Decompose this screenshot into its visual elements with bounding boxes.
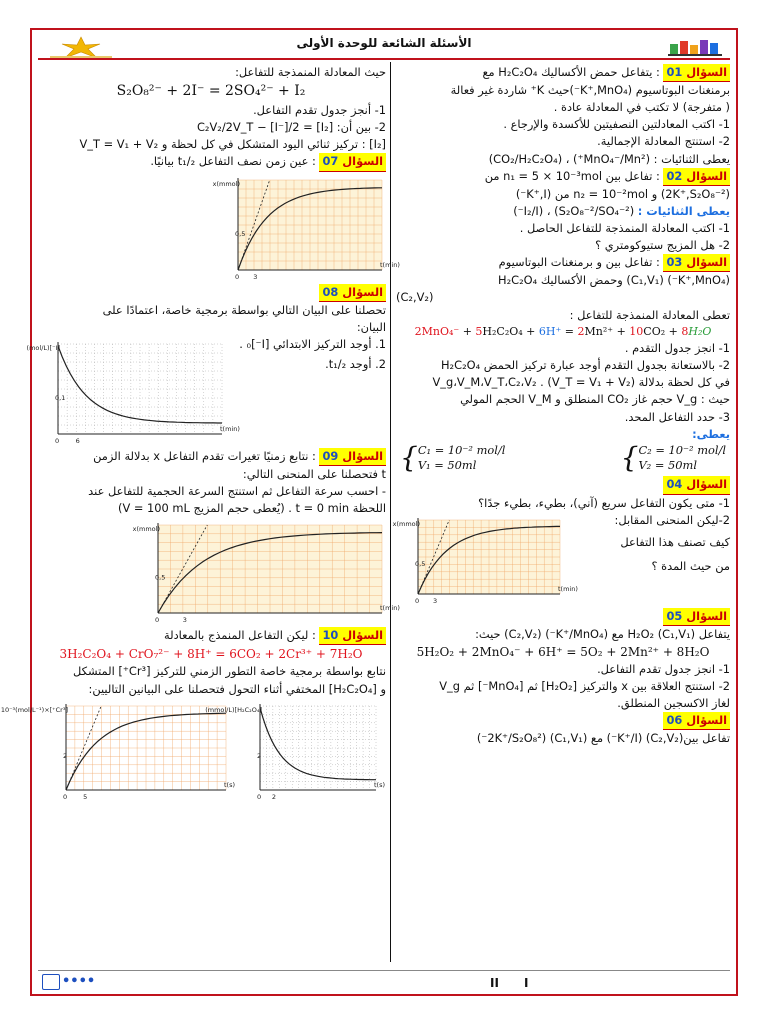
footer-marker: II [490, 976, 499, 990]
question-10 [36, 627, 386, 645]
y-axis-label: [Cr³⁺]×10⁻³(mol/L⁻¹) [0, 705, 68, 714]
origin-label: 0 [55, 436, 60, 445]
y-tick-label: 0,5 [235, 229, 246, 238]
right-column [392, 64, 730, 964]
q10-charts [0, 698, 386, 806]
question-04 [396, 476, 730, 494]
y-tick-label: 0,1 [55, 393, 66, 402]
x-tick-label: 3 [432, 596, 438, 605]
text-line: 1- اكتب المعادلة المنمذجة للتفاعل الحاصل . [519, 220, 730, 235]
y-axis-label: x(mmol) [132, 525, 160, 534]
x-axis-label: t(s) [374, 780, 386, 789]
y-axis-label: [I⁻](mol/L) [26, 343, 60, 352]
text-line: 1- اكتب المعادلتين النصفيتين للأكسدة والإرجاع . [503, 117, 730, 132]
text-line: ( متفرجة) لا تكتب في المعادلة عادة . [553, 100, 730, 115]
text-line: 1- انجز جدول التقدم . [624, 341, 730, 356]
y-tick-label: 0,5 [415, 559, 426, 568]
x-axis-label: t(min) [380, 604, 400, 613]
text-line: 2. أوجد t₁/₂. [325, 356, 386, 371]
x-axis-label: t(min) [380, 260, 400, 269]
text-line: برمنغنات البوتاسيوم (K⁺,MnO₄⁻)حيث K⁺ شاردة غير فعالة [450, 83, 730, 98]
text-line: 2- استنتج المعادلة الإجمالية. [597, 134, 730, 149]
text-line: : يتفاعل حمض الأكساليك H₂C₂O₄ مع [482, 65, 660, 79]
question-09 [36, 448, 386, 466]
left-column [0, 64, 400, 964]
text-line: (C₂,V₂) [396, 290, 434, 305]
text-line: 3- حدد التفاعل المحد. [624, 409, 730, 424]
y-axis-label: x(mmol) [392, 519, 420, 528]
question-label: السؤال 10 [319, 627, 386, 645]
text-line: 2- استنتج العلاقة بين x والتركيز [H₂O₂] ثم [MnO₄⁻] ثم V_g [439, 679, 730, 693]
x-tick-label: 6 [75, 436, 80, 445]
x-axis-label: t(min) [220, 424, 240, 433]
y-tick-label: 2 [257, 751, 262, 760]
q08-block [26, 336, 386, 448]
text-line: (2K⁺,S₂O₈⁻²) و n₂ = 10⁻²mol من (K⁺,I⁻) [515, 186, 730, 201]
origin-label: 0 [63, 792, 68, 801]
column-divider [390, 62, 391, 962]
question-label: السؤال 02 [663, 168, 730, 186]
chart-q10-h2c2o4 [205, 698, 386, 804]
text-line: لغاز الاكسجين المنطلق. [617, 696, 730, 711]
text-line: تفاعل بين(C₂,V₂) (K⁺/I⁻) مع (C₁,V₁) (2K⁺/S₂O₈²⁻) [476, 731, 730, 746]
text-line: كيف تصنف هذا التفاعل [620, 534, 730, 549]
text-line: البيان: [356, 319, 386, 334]
y-tick-label: 2 [63, 751, 68, 760]
chart-q09 [132, 517, 400, 627]
question-label: السؤال 01 [663, 64, 730, 82]
x-axis-label: t(s) [224, 780, 236, 789]
origin-label: 0 [155, 616, 160, 625]
given-values [396, 440, 730, 474]
question-label: السؤال 03 [663, 254, 730, 272]
given-label: يعطى الثنائيات : [637, 203, 730, 218]
text-line: 1- أنجز جدول تقدم التفاعل. [253, 103, 386, 118]
text-line: 1- انجز جدول تقدم التفاعل. [597, 661, 730, 676]
origin-label: 0 [257, 792, 262, 801]
lab-flasks-icon [668, 36, 726, 56]
footer-marker: I [524, 976, 529, 990]
origin-label: 0 [415, 596, 420, 605]
given-label: يعطى: [692, 426, 730, 441]
equation-q03: 2MnO₄⁻ + 5H₂C₂O₄ + 6H⁺ = 2Mn²⁺ + 10CO₂ + 8H₂O [414, 324, 712, 338]
text-line: (S₂O₈⁻²/SO₄⁻²) ، (I₂/I⁻) [513, 203, 635, 218]
text-line: : تفاعل بين و برمنغنات البوتاسيوم [498, 255, 660, 270]
text-line: و [H₂C₂O₄] المختفي أثناء التحول فتحصلنا على البيانين التاليين: [88, 681, 386, 696]
text-line: 2-ليكن المنحنى المقابل: [614, 512, 730, 527]
question-06 [396, 712, 730, 730]
question-08 [36, 284, 386, 302]
text-line: يعطى الثنائيات : (MnO₄⁻/Mn²⁺) ، (CO₂/H₂C₂O₄) [488, 151, 730, 166]
question-label: السؤال 07 [319, 153, 386, 171]
chart-q08 [26, 336, 240, 448]
question-07 [36, 153, 386, 171]
text-line: 2- هل المزيج ستيوكومتري ؟ [595, 238, 730, 253]
question-label: السؤال 06 [663, 712, 730, 730]
question-label: السؤال 05 [663, 608, 730, 626]
page-footer [30, 968, 738, 996]
given-c1-v1: {C₁ = 10⁻² mol/l V₁ = 50ml [400, 440, 506, 474]
text-line: حيث المعادلة المنمذجة للتفاعل: [235, 65, 386, 79]
text-line: [I₂] : تركيز ثنائي اليود المتشكل في كل لحظة و V_T = V₁ + V₂ [79, 137, 386, 152]
page-title: الأسئلة الشائعة للوحدة الأولى [296, 36, 472, 50]
x-tick-label: 3 [182, 616, 187, 625]
y-tick-label: 0,5 [155, 573, 166, 582]
text-line: يتفاعل H₂O₂ (C₁,V₁) مع (K⁺/MnO₄⁻) (C₂,V₂) حيث: [475, 626, 730, 641]
origin-label: 0 [235, 272, 240, 281]
text-line: (K⁺,MnO₄⁻) (C₁,V₁) وحمض الأكساليك H₂C₂O₄ [498, 273, 730, 288]
text-line: نتابع بواسطة برمجية خاصة التطور الزمني للتركيز [Cr³⁺] المتشكل [73, 664, 386, 679]
text-line: : نتابع زمنيًا تغيرات تقدم التفاعل x بدلالة الزمن [93, 448, 316, 463]
book-icon [42, 974, 60, 990]
x-tick-label: 5 [83, 792, 88, 801]
page-header [30, 28, 738, 60]
text-line: من حيث المدة ؟ [651, 558, 730, 573]
text-line: 2- بين أن: [I₂] = C₂V₂/2V_T − [I⁻]/2 [196, 120, 386, 135]
text-line [396, 203, 730, 220]
q04-block [392, 512, 730, 608]
chart-q04 [392, 512, 578, 608]
x-axis-label: t(min) [558, 584, 578, 593]
y-axis-label: x(mmol) [212, 179, 240, 188]
text-line: t فتحصلنا على المنحنى التالي: [242, 466, 386, 481]
text-line: 1- متى يكون التفاعل سريع (آني)، بطيء، بطيء جدًا؟ [478, 495, 730, 510]
question-label: السؤال 04 [663, 476, 730, 494]
x-tick-label: 3 [253, 272, 258, 281]
text-line: 2- بالاستعانة بجدول التقدم أوجد عبارة تركيز الحمض H₂C₂O₄ [440, 358, 730, 373]
text-line: : ليكن التفاعل المنمذج بالمعادلة [164, 628, 316, 643]
text-line: حيث : V_g حجم غاز CO₂ المنطلق و V_M الحجم المولي [460, 392, 730, 407]
text-line: اللحظة t = 0 min . (يُعطى حجم المزيج V = 100 mL) [118, 501, 386, 516]
equation-q10: 3H₂C₂O₄ + CrO₇²⁻ + 8H⁺ = 6CO₂ + 2Cr³⁺ + 7H₂O [59, 647, 363, 662]
equation-q05: 5H₂O₂ + 2MnO₄⁻ + 6H⁺ = 5O₂ + 2Mn²⁺ + 8H₂O [416, 644, 710, 659]
text-line: تحصلنا على البيان التالي بواسطة برمجية خاصة، اعتمادًا على [102, 302, 386, 317]
given-c2-v2: {C₂ = 10⁻² mol/l V₂ = 50ml [620, 440, 726, 474]
x-tick-label: 2 [271, 792, 276, 801]
question-label: السؤال 08 [319, 284, 386, 302]
text-line: في كل لحظة بدلالة V_g،V_M،V_T،C₂،V₂ . (V_T = V₁ + V₂) [432, 375, 730, 390]
text-line: : تفاعل بين n₁ = 5 × 10⁻³mol من [484, 168, 660, 183]
question-05 [396, 608, 730, 626]
footer-dots: •••• [62, 974, 96, 989]
question-01 [396, 64, 730, 82]
y-axis-label: [H₂C₂O₄](mmol/L) [205, 705, 262, 714]
equation-q06: S₂O₈²⁻ + 2I⁻ = 2SO₄²⁻ + I₂ [116, 83, 306, 100]
question-label: السؤال 09 [319, 448, 386, 466]
text-line: : عين زمن نصف التفاعل t₁/₂ بيانيًا. [150, 154, 316, 169]
question-02 [396, 168, 730, 186]
chart-q07 [212, 172, 400, 284]
text-line: - احسب سرعة التفاعل ثم استنتج السرعة الحجمية للتفاعل عند [88, 484, 386, 499]
text-line: 1. أوجد التركيز الابتدائي [I⁻]₀ . [239, 336, 386, 351]
question-03 [396, 254, 730, 272]
text-line: تعطى المعادلة المنمذجة للتفاعل : [569, 307, 730, 322]
